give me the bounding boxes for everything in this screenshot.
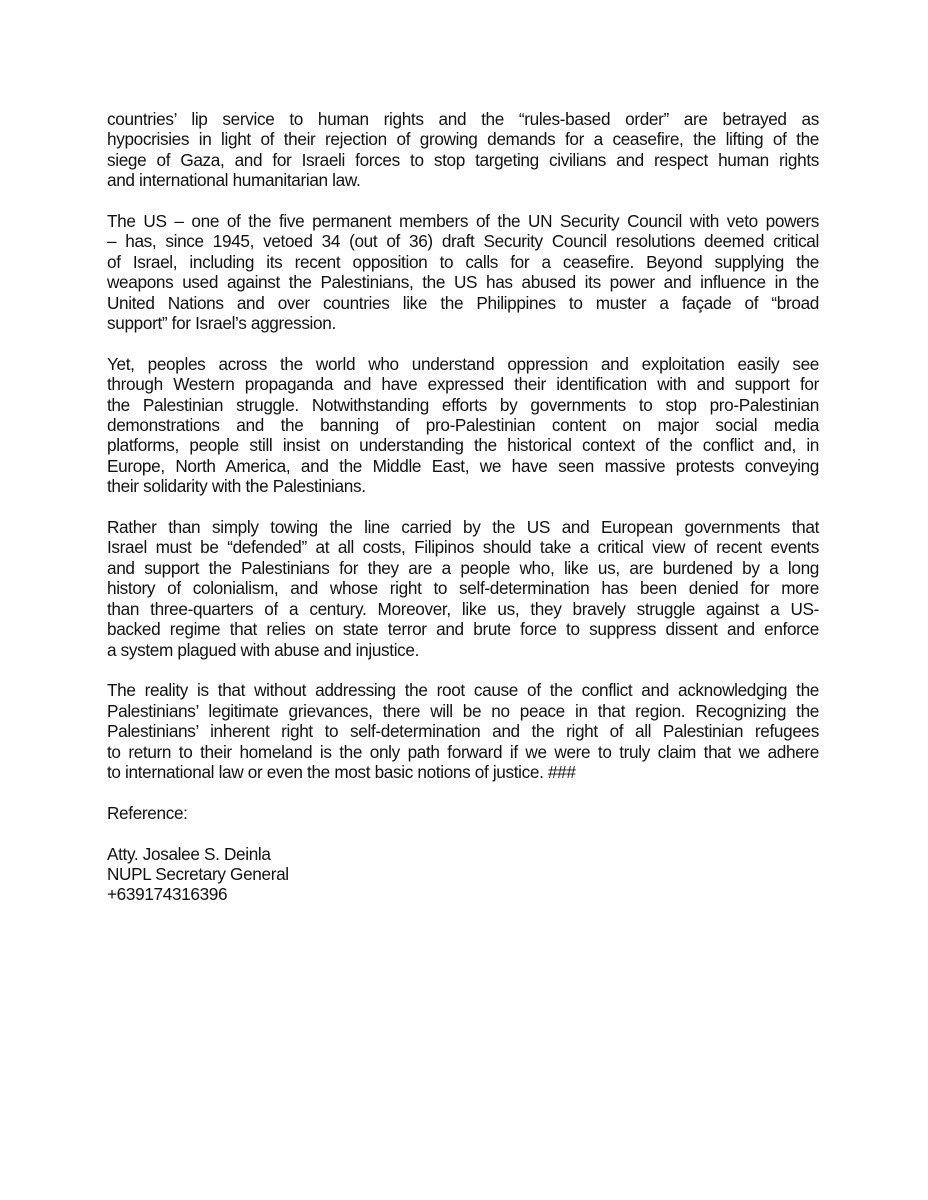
text-line: Europe, North America, and the Middle East, we have seen massive protests conveying <box>107 455 819 476</box>
reference-label: Reference: <box>107 802 188 823</box>
signature-block <box>107 844 819 905</box>
text-line: Palestinians’ inherent right to self-determination and the right of all Palestinian refugees <box>107 721 819 742</box>
text-line: their solidarity with the Palestinians. <box>107 476 366 497</box>
paragraph-us-veto <box>107 211 819 333</box>
text-line: Yet, peoples across the world who understand oppression and exploitation easily see <box>107 353 819 374</box>
signatory-title: NUPL Secretary General <box>107 863 289 884</box>
text-line: the Palestinian struggle. Notwithstanding efforts by governments to stop pro-Palestinian <box>107 394 819 415</box>
text-line: Rather than simply towing the line carried by the US and European governments that <box>107 517 819 538</box>
text-line: demonstrations and the banning of pro-Palestinian content on major social media <box>107 415 819 436</box>
document-page <box>107 109 819 905</box>
paragraph-hypocrisy <box>107 109 819 191</box>
signatory-phone: +639174316396 <box>107 884 228 905</box>
text-line: through Western propaganda and have expressed their identification with and support for <box>107 374 819 395</box>
text-line: support” for Israel’s aggression. <box>107 313 336 334</box>
text-line: Israel must be “defended” at all costs, Filipinos should take a critical view of recent events <box>107 537 819 558</box>
paragraph-solidarity <box>107 354 819 497</box>
text-line: and support the Palestinians for they are a people who, like us, are burdened by a long <box>107 557 819 578</box>
text-line: of Israel, including its recent opposition to calls for a ceasefire. Beyond supplying the <box>107 251 819 272</box>
paragraph-filipinos <box>107 517 819 660</box>
text-line: The US – one of the five permanent members of the UN Security Council with veto powers <box>107 211 819 232</box>
text-line: The reality is that without addressing the root cause of the conflict and acknowledging the <box>107 680 819 701</box>
text-line: history of colonialism, and whose right to self-determination has been denied for more <box>107 578 819 599</box>
text-line: backed regime that relies on state terror and brute force to suppress dissent and enforce <box>107 619 819 640</box>
text-line: to international law or even the most basic notions of justice. ### <box>107 761 576 782</box>
text-line: to return to their homeland is the only path forward if we were to truly claim that we adhere <box>107 741 819 762</box>
text-line: United Nations and over countries like the Philippines to muster a façade of “broad <box>107 292 819 313</box>
text-line: platforms, people still insist on understanding the historical context of the conflict and, in <box>107 435 819 456</box>
paragraph-conclusion <box>107 680 819 782</box>
text-line: weapons used against the Palestinians, the US has abused its power and influence in the <box>107 272 819 293</box>
text-line: and international humanitarian law. <box>107 170 361 191</box>
signatory-name: Atty. Josalee S. Deinla <box>107 843 271 864</box>
text-line: siege of Gaza, and for Israeli forces to stop targeting civilians and respect human rights <box>107 149 819 170</box>
text-line: countries’ lip service to human rights and the “rules-based order” are betrayed as <box>107 109 819 129</box>
text-line: than three-quarters of a century. Moreover, like us, they bravely struggle against a US- <box>107 598 819 619</box>
text-line: a system plagued with abuse and injustice. <box>107 639 420 660</box>
text-line: hypocrisies in light of their rejection of growing demands for a ceasefire, the lifting of the <box>107 129 819 150</box>
text-line: – has, since 1945, vetoed 34 (out of 36) draft Security Council resolutions deemed critical <box>107 231 819 252</box>
text-line: Palestinians’ legitimate grievances, there will be no peace in that region. Recognizing the <box>107 700 819 721</box>
